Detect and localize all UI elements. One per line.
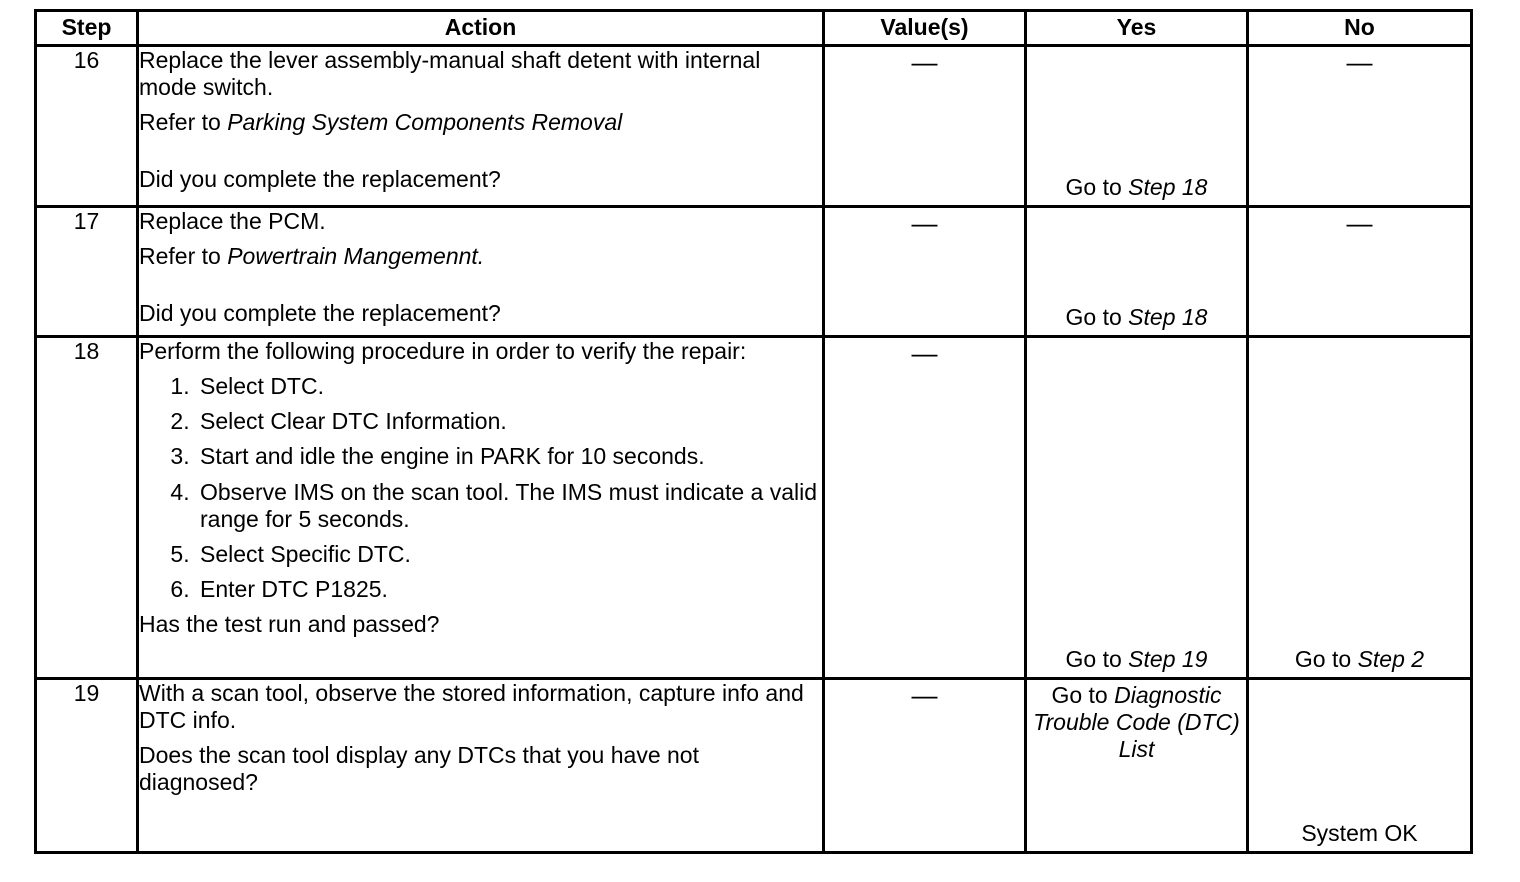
no-cell	[1248, 679, 1472, 853]
refer-link[interactable]: Parking System Components Removal	[227, 109, 623, 136]
refer-link[interactable]: Powertrain Mangemennt.	[227, 243, 485, 270]
yes-prefix: Go to	[1051, 682, 1115, 708]
no-cell	[1248, 337, 1472, 679]
value-cell: —	[824, 207, 1026, 337]
header-values: Value(s)	[824, 11, 1026, 46]
refer-text	[139, 243, 822, 270]
yes-link[interactable]: Diagnostic Trouble Code (DTC) List	[1033, 682, 1240, 763]
action-cell	[138, 207, 824, 337]
action-text: With a scan tool, observe the stored information, capture info and DTC info.	[139, 680, 804, 734]
action-cell	[138, 679, 824, 853]
yes-prefix: Go to	[1065, 173, 1129, 200]
procedure-list	[139, 373, 822, 603]
table-row	[36, 337, 1472, 679]
no-prefix: Go to	[1294, 645, 1358, 672]
question-text: Did you complete the replacement?	[139, 166, 501, 193]
step-number: 17	[36, 207, 138, 337]
action-cell	[138, 337, 824, 679]
step-number: 18	[36, 337, 138, 679]
no-cell: —	[1248, 46, 1472, 207]
no-cell: —	[1248, 207, 1472, 337]
yes-prefix: Go to	[1065, 645, 1129, 672]
question-text: Did you complete the replacement?	[139, 300, 501, 327]
yes-cell	[1026, 337, 1248, 679]
action-cell	[138, 46, 824, 207]
no-result: System OK	[1301, 819, 1418, 846]
yes-prefix: Go to	[1065, 303, 1129, 330]
yes-goto	[1027, 304, 1246, 331]
yes-link[interactable]: Step 18	[1128, 303, 1208, 330]
value-cell: —	[824, 679, 1026, 853]
header-row	[36, 11, 1472, 46]
list-item: 4. Observe IMS on the scan tool. The IMS must indicate a valid range for 5 seconds.	[196, 479, 822, 533]
table-row	[36, 207, 1472, 337]
table-row	[36, 46, 1472, 207]
yes-goto	[1027, 680, 1246, 763]
header-step: Step	[36, 11, 138, 46]
yes-goto	[1027, 646, 1246, 673]
yes-goto	[1027, 174, 1246, 201]
header-action: Action	[138, 11, 824, 46]
step-number: 19	[36, 679, 138, 853]
action-text: Replace the lever assembly-manual shaft detent with internal mode switch.	[139, 47, 761, 101]
question-text: Does the scan tool display any DTCs that you have not diagnosed?	[139, 742, 699, 796]
action-text: Perform the following procedure in order to verify the repair:	[139, 338, 747, 364]
yes-link[interactable]: Step 19	[1128, 645, 1208, 672]
list-item: 5. Select Specific DTC.	[196, 541, 822, 568]
list-item: 1. Select DTC.	[196, 373, 822, 400]
list-item: 3. Start and idle the engine in PARK for 10 seconds.	[196, 443, 822, 470]
no-link[interactable]: Step 2	[1357, 645, 1425, 672]
list-item: 6. Enter DTC P1825.	[196, 576, 822, 603]
yes-link[interactable]: Step 18	[1128, 173, 1208, 200]
yes-cell	[1026, 679, 1248, 853]
header-no: No	[1248, 11, 1472, 46]
yes-cell	[1026, 46, 1248, 207]
value-cell: —	[824, 337, 1026, 679]
no-goto	[1249, 646, 1470, 673]
action-text: Replace the PCM.	[139, 208, 326, 234]
refer-prefix: Refer to	[139, 109, 228, 136]
yes-cell	[1026, 207, 1248, 337]
value-cell: —	[824, 46, 1026, 207]
refer-prefix: Refer to	[139, 243, 228, 270]
table-row	[36, 679, 1472, 853]
diagnostic-step-table	[34, 9, 1473, 854]
header-yes: Yes	[1026, 11, 1248, 46]
refer-text	[139, 109, 822, 136]
step-number: 16	[36, 46, 138, 207]
list-item: 2. Select Clear DTC Information.	[196, 408, 822, 435]
question-text: Has the test run and passed?	[139, 611, 440, 637]
